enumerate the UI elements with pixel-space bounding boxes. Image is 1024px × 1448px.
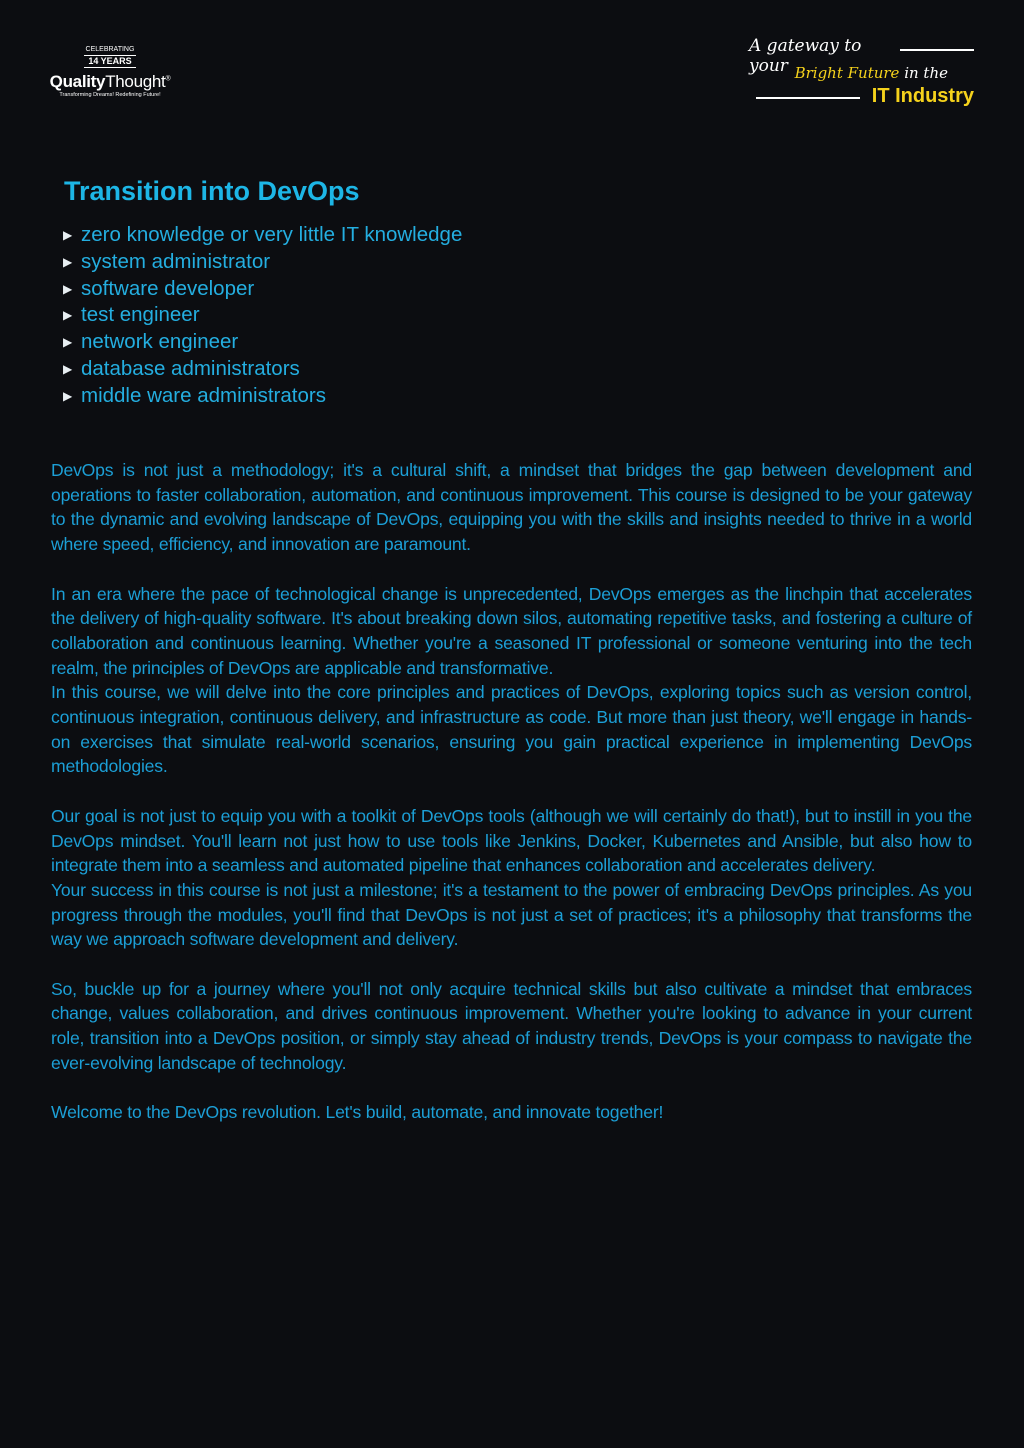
list-item xyxy=(63,276,462,303)
quality-thought-logo xyxy=(40,46,180,98)
paragraph: Your success in this course is not just a milestone; it's a testament to the power of embracing DevOps principles. As you progress through the modules, you'll find that DevOps is not just a set of practices; it's a philosophy that transforms the way we approach software development and delivery. xyxy=(51,879,972,950)
audience-list xyxy=(63,222,462,410)
list-item-text: zero knowledge or very little IT knowledge xyxy=(81,223,463,246)
body-text xyxy=(51,458,972,1125)
triangle-right-icon: ▶ xyxy=(63,388,73,403)
slogan-line-2-rest: in the xyxy=(899,64,948,82)
list-item xyxy=(63,249,462,276)
list-item-text: system administrator xyxy=(81,249,271,273)
slogan-line-2 xyxy=(795,64,948,82)
triangle-right-icon: ▶ xyxy=(63,254,73,269)
list-item-text: network engineer xyxy=(81,330,239,354)
list-item xyxy=(63,383,462,410)
triangle-right-icon: ▶ xyxy=(63,281,73,296)
slogan xyxy=(749,34,974,114)
paragraph: DevOps is not just a methodology; it's a cultural shift, a mindset that bridges the gap between development and operations to faster collaboration, automation, and continuous improvement. This course is designed to be your gateway to the dynamic and evolving landscape of DevOps, equipping you with the skills and insights needed to thrive in a world where speed, efficiency, and innovation are paramount. xyxy=(51,460,972,555)
brand-name xyxy=(40,73,180,90)
paragraph: In this course, we will delve into the core principles and practices of DevOps, exploring topics such as version control, continuous integration, continuous delivery, and infrastructure as code. But more than just theory, we'll engage in hands-on exercises that simulate real-world scenarios, ensuring you gain practical experience in implementing DevOps methodologies. xyxy=(51,682,972,777)
paragraph: Welcome to the DevOps revolution. Let's build, automate, and innovate together! xyxy=(51,1102,664,1123)
brand-tagline: Transforming Dreams! Redefining Future! xyxy=(59,92,161,98)
badge-top-text: CELEBRATING xyxy=(85,46,135,53)
slogan-rule-2 xyxy=(756,97,860,99)
brand-name-rest: Thought xyxy=(105,72,166,91)
list-item-text: middle ware administrators xyxy=(81,383,326,407)
slogan-highlight: Bright Future xyxy=(794,64,900,82)
list-item-text: software developer xyxy=(81,276,255,300)
triangle-right-icon: ▶ xyxy=(63,335,73,350)
triangle-right-icon: ▶ xyxy=(63,361,73,376)
anniversary-badge xyxy=(84,46,135,68)
list-item-text: test engineer xyxy=(81,303,200,327)
registered-mark: ® xyxy=(165,75,171,83)
section-title: Transition into DevOps xyxy=(64,176,360,206)
list-item-text: database administrators xyxy=(81,356,300,380)
paragraph: In an era where the pace of technological change is unprecedented, DevOps emerges as the linchpin that accelerates the delivery of high-quality software. It's about breaking down silos, automating repetitive tasks, and fostering a culture of collaboration and continuous learning. Whether you're a seasoned IT professional or someone venturing into the tech realm, the principles of DevOps are applicable and transformative. xyxy=(51,583,972,678)
paragraph: Our goal is not just to equip you with a toolkit of DevOps tools (although we will certainly do that!), but to instill in you the DevOps mindset. You'll learn not just how to use tools like Jenkins, Docker, Kubernetes and Ansible, but also how to integrate them into a seamless and automated pipeline that enhances collaboration and accelerates delivery. xyxy=(51,805,972,876)
list-item xyxy=(63,222,462,249)
badge-years-text: 14 YEARS xyxy=(84,55,135,68)
brand-name-bold: Quality xyxy=(49,72,106,91)
list-item xyxy=(63,302,462,329)
paragraph: So, buckle up for a journey where you'll not only acquire technical skills but also cultivate a mindset that embraces change, values collaboration, and drives continuous improvement. Whether you're looking to advance in your current role, transition into a DevOps position, or simply stay ahead of industry trends, DevOps is your compass to navigate the ever-evolving landscape of technology. xyxy=(51,978,972,1073)
triangle-right-icon: ▶ xyxy=(63,308,73,323)
slogan-line-1: A gateway to your xyxy=(749,36,862,76)
slogan-line-3: IT Industry xyxy=(871,85,974,107)
list-item xyxy=(63,356,462,383)
list-item xyxy=(63,329,462,356)
slogan-rule-1 xyxy=(900,49,974,51)
triangle-right-icon: ▶ xyxy=(63,228,73,242)
